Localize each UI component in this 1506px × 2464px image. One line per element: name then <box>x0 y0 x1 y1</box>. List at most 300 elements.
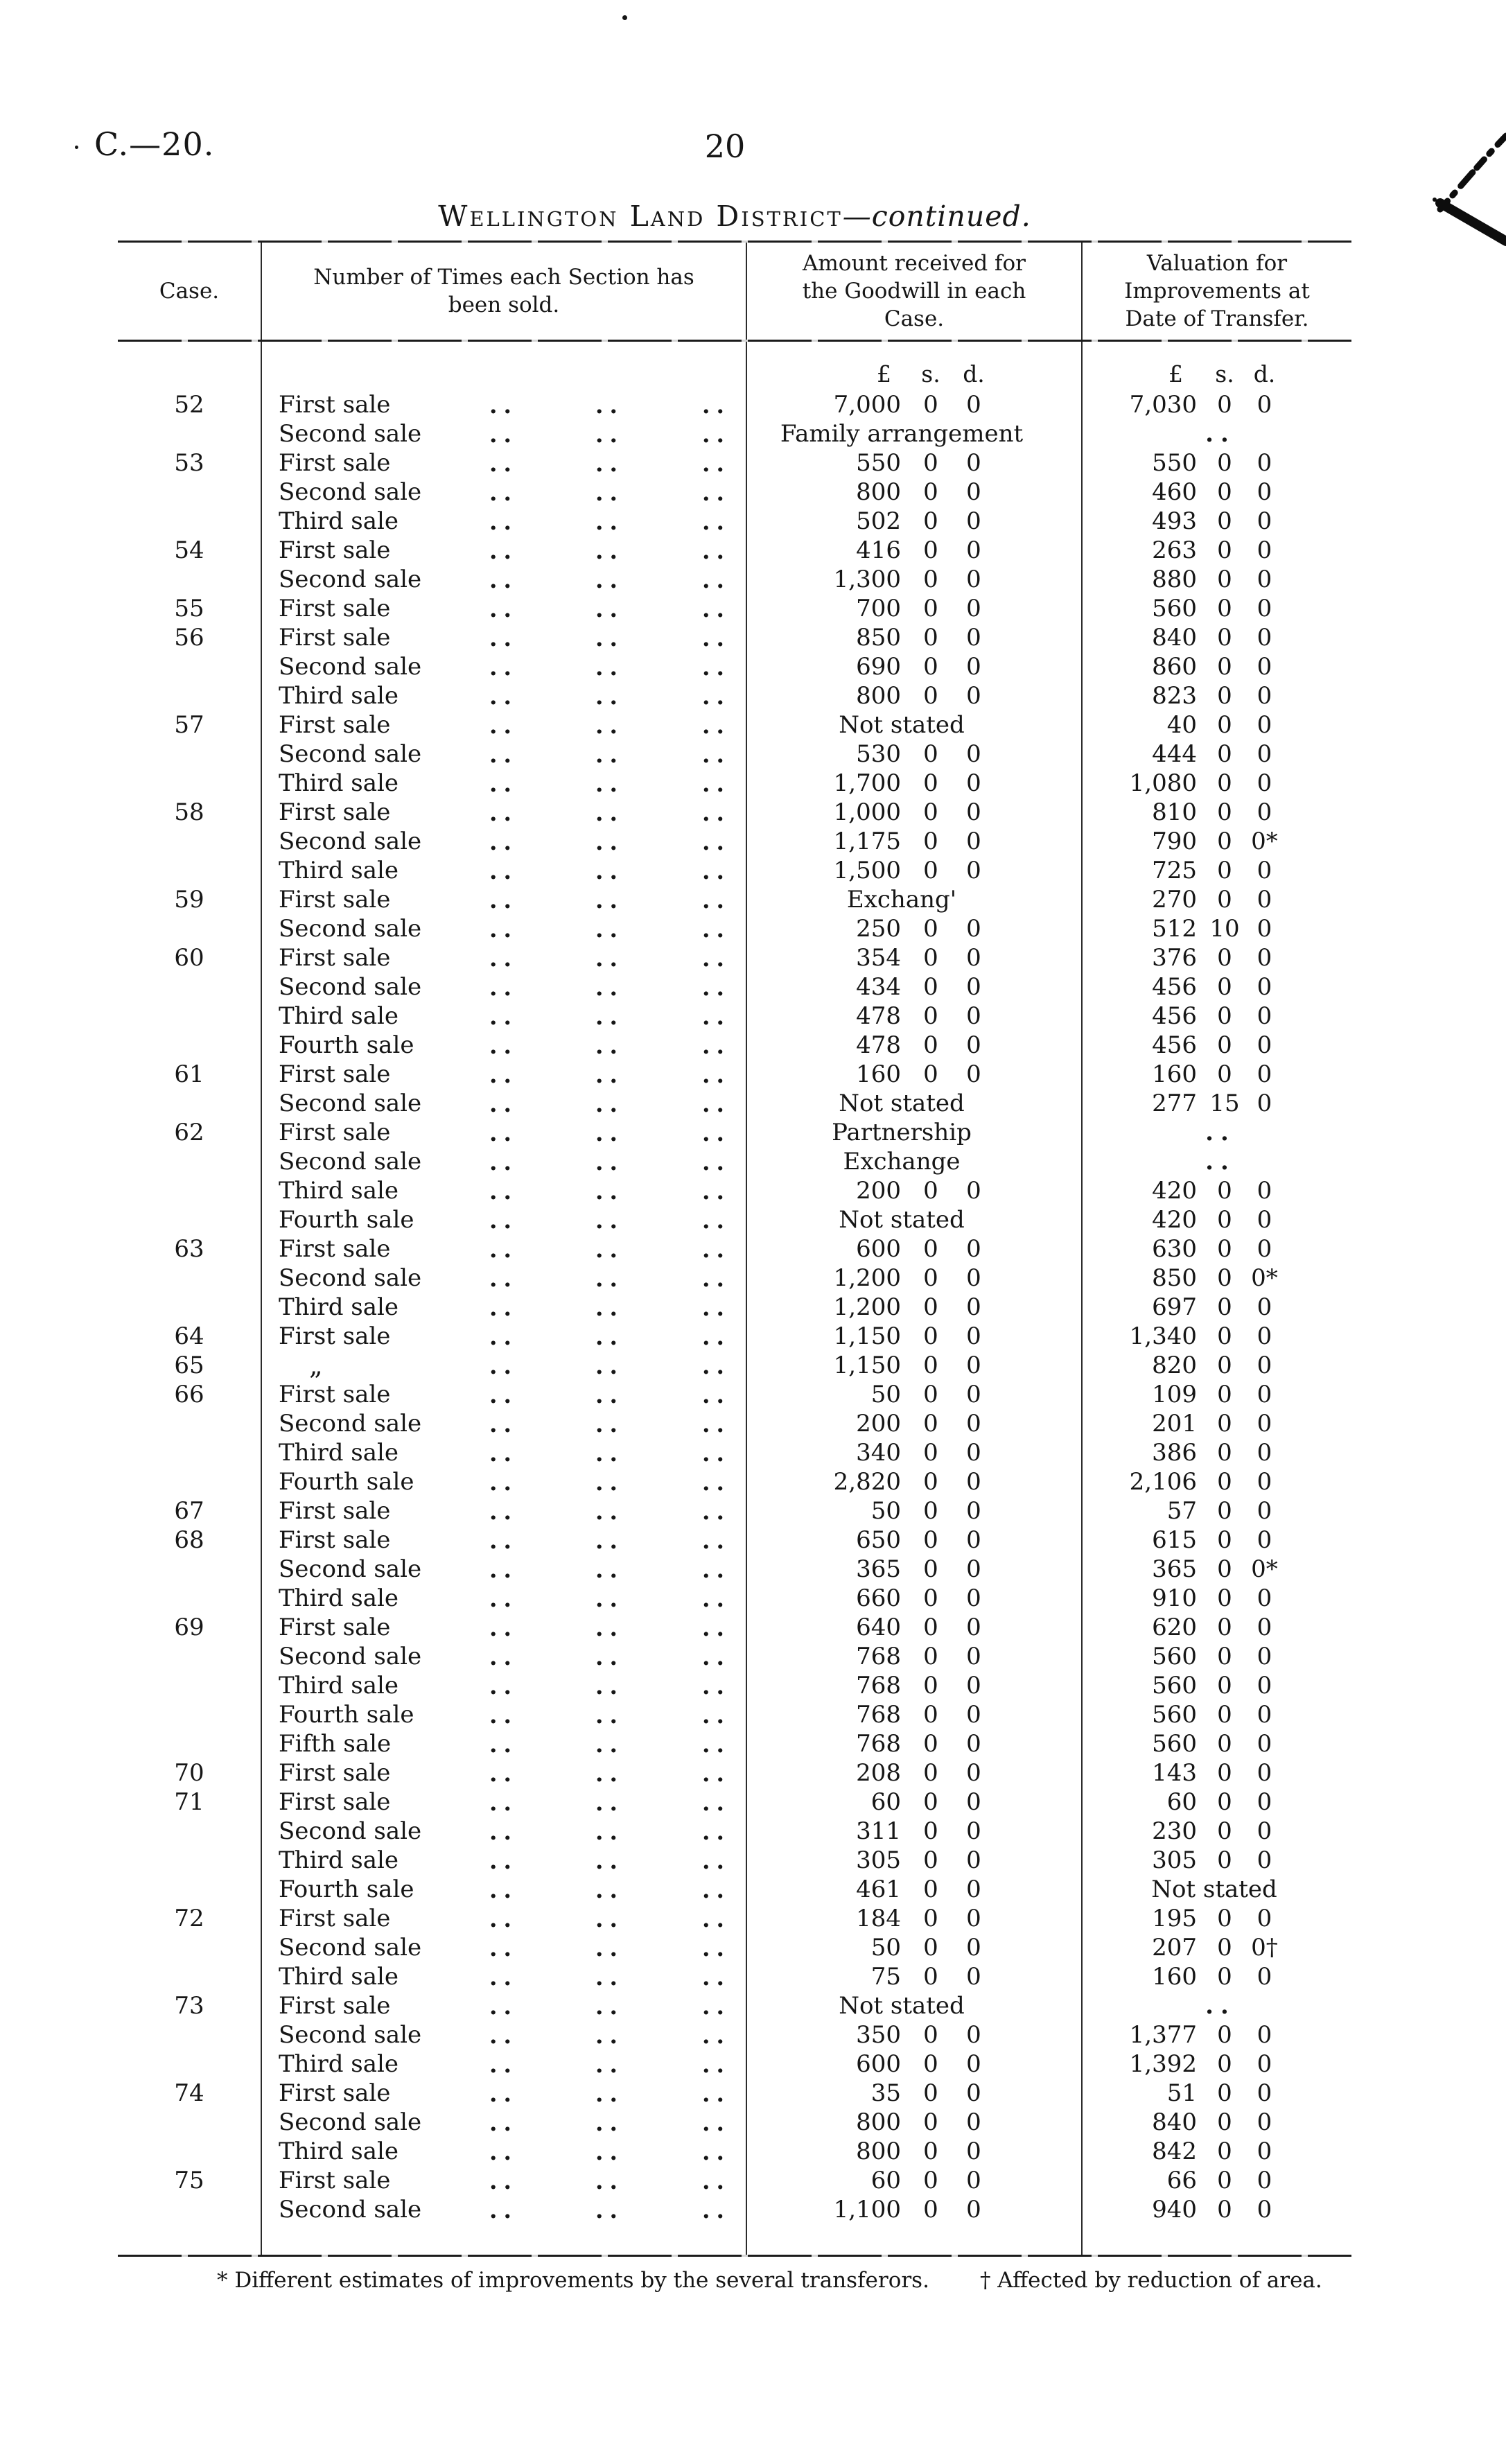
pounds-value: 842 <box>1152 2138 1197 2165</box>
pounds-value: 270 <box>1152 886 1197 914</box>
dot-leader: .. <box>595 1410 624 1438</box>
sale-label: Second sale <box>279 1090 422 1117</box>
shillings-value: 0 <box>1217 624 1232 652</box>
pence-value: 0 <box>1257 769 1272 797</box>
dot-leader: .. <box>702 1672 730 1700</box>
shillings-value: 0 <box>923 1730 938 1758</box>
pounds-value: 1,377 <box>1129 2021 1197 2049</box>
dot-leader: .. <box>595 1264 624 1292</box>
sale-cell <box>261 1729 746 1758</box>
table-row <box>118 1176 1351 1205</box>
pounds-value: 660 <box>856 1584 901 1612</box>
pounds-value: 560 <box>1152 1701 1197 1729</box>
valuation-cell <box>1081 419 1351 448</box>
pence-value: 0 <box>1257 798 1272 826</box>
shillings-value: 0 <box>923 2138 938 2165</box>
shillings-value: 0 <box>923 944 938 972</box>
pounds-value: 1,080 <box>1129 769 1197 797</box>
shillings-value: 0 <box>923 1963 938 1991</box>
valuation-cell <box>1081 507 1351 536</box>
shillings-value: 0 <box>1217 1788 1232 1816</box>
dot-leader: .. <box>489 449 518 477</box>
amount-cell <box>746 1613 1081 1642</box>
dot-leader: .. <box>595 1293 624 1321</box>
dot-leader: .. <box>489 1410 518 1438</box>
dot-leader: .. <box>595 2138 624 2165</box>
currency-header-row <box>118 342 1351 390</box>
dot-leader: .. <box>595 711 624 739</box>
pence-value: 0 <box>1257 1468 1272 1496</box>
table-row <box>118 1031 1351 1060</box>
pence-value: 0 <box>1257 507 1272 535</box>
sale-cell <box>261 1293 746 1322</box>
dot-leader: .. <box>489 1031 518 1059</box>
dot-leader: .. <box>489 857 518 884</box>
table-row <box>118 623 1351 652</box>
dot-leader: .. <box>702 1555 730 1583</box>
valuation-cell <box>1081 1758 1351 1788</box>
pence-value: 0 <box>966 2196 981 2223</box>
shillings-value: 0 <box>923 1031 938 1059</box>
valuation-cell <box>1081 1031 1351 1060</box>
dot-leader: .. <box>489 1788 518 1816</box>
dot-leader: .. <box>489 2108 518 2136</box>
sale-cell <box>261 1060 746 1089</box>
pence-value: 0 <box>1257 1846 1272 1874</box>
pence-value: 0 <box>966 1876 981 1903</box>
amount-cell <box>746 2050 1081 2079</box>
amount-cell <box>746 1467 1081 1496</box>
pounds-value: 305 <box>1152 1846 1197 1874</box>
text-entry: Not stated <box>839 711 965 739</box>
dot-leader: .. <box>702 478 730 506</box>
amount-cell <box>746 1438 1081 1467</box>
sale-label: Third sale <box>279 2050 399 2078</box>
pence-value: 0 <box>1257 1788 1272 1816</box>
dot-leader: .. <box>489 1322 518 1350</box>
shillings-value: 0 <box>1217 1555 1232 1583</box>
sale-cell <box>261 1322 746 1351</box>
table-row <box>118 1526 1351 1555</box>
handwritten-pen-mark <box>1400 111 1506 270</box>
dot-leader: .. <box>595 1934 624 1961</box>
case-number: 53 <box>174 449 204 477</box>
land-district-table <box>118 241 1351 2257</box>
dot-leader: .. <box>595 1584 624 1612</box>
sale-label: First sale <box>279 1322 391 1350</box>
table-row <box>118 1293 1351 1322</box>
amount-cell <box>746 885 1081 914</box>
amount-cell <box>746 1788 1081 1817</box>
pence-value: 0 <box>966 1235 981 1263</box>
pounds-value: 478 <box>856 1002 901 1030</box>
pounds-value: 456 <box>1152 1002 1197 1030</box>
table-row <box>118 1584 1351 1613</box>
sale-cell <box>261 1788 746 1817</box>
amount-cell <box>746 710 1081 740</box>
shillings-value: 0 <box>1217 1177 1232 1205</box>
dot-leader: .. <box>489 2167 518 2194</box>
pence-value: 0 <box>1257 2196 1272 2223</box>
pence-value: 0 <box>966 1497 981 1525</box>
dot-leader: .. <box>489 536 518 564</box>
dot-leader: .. <box>702 944 730 972</box>
dot-leader: .. <box>702 1905 730 1932</box>
pounds-value: 434 <box>856 973 901 1001</box>
case-number <box>118 507 261 536</box>
table-row <box>118 1700 1351 1729</box>
dot-leader: .. <box>702 1177 730 1205</box>
amount-cell <box>746 943 1081 972</box>
sale-label: First sale <box>279 1235 391 1263</box>
sale-label: Second sale <box>279 1934 422 1961</box>
shillings-value: 0 <box>923 857 938 884</box>
shillings-value: 0 <box>1217 653 1232 681</box>
table-row <box>118 2079 1351 2108</box>
dot-leader: .. <box>489 420 518 448</box>
amount-cell <box>746 1031 1081 1060</box>
pounds-value: 208 <box>856 1759 901 1787</box>
page-number: 20 <box>704 128 746 165</box>
shillings-value: 0 <box>1217 1730 1232 1758</box>
amount-cell <box>746 1496 1081 1526</box>
pounds-value: 600 <box>856 1235 901 1263</box>
case-number: 67 <box>174 1497 204 1525</box>
sale-label: Third sale <box>279 1177 399 1205</box>
valuation-cell <box>1081 1817 1351 1846</box>
text-entry: Not stated <box>839 1992 965 2020</box>
dot-leader: .. <box>702 1643 730 1670</box>
shillings-value: 0 <box>923 1352 938 1379</box>
dot-leader: .. <box>489 1876 518 1903</box>
dot-leader: .. <box>702 1759 730 1787</box>
case-number <box>118 2195 261 2224</box>
table-row <box>118 1322 1351 1351</box>
dot-leader: .. <box>702 1730 730 1758</box>
pence-value: 0 <box>1257 1526 1272 1554</box>
dot-leader: .. <box>702 420 730 448</box>
shillings-value: 0 <box>1217 1905 1232 1932</box>
dot-leader: .. <box>489 769 518 797</box>
dot-leader: .. <box>595 2050 624 2078</box>
shillings-value: 0 <box>1217 682 1232 710</box>
shillings-value: 0 <box>1217 595 1232 622</box>
pence-value: 0 <box>1257 2050 1272 2078</box>
pence-value: 0 <box>966 507 981 535</box>
ink-speck <box>622 15 627 20</box>
pence-value: 0 <box>1257 2079 1272 2107</box>
pounds-value: 60 <box>870 2167 901 2194</box>
amount-cell <box>746 1758 1081 1788</box>
amount-cell <box>746 1526 1081 1555</box>
pence-value: 0 <box>1257 1410 1272 1438</box>
pence-value: 0 <box>966 1439 981 1467</box>
sale-cell <box>261 1555 746 1584</box>
dot-leader: .. <box>489 1905 518 1932</box>
valuation-cell <box>1081 1904 1351 1933</box>
shillings-value: 0 <box>923 1643 938 1670</box>
pence-value: 0 <box>966 944 981 972</box>
pounds-value: 143 <box>1152 1759 1197 1787</box>
shillings-value: 0 <box>923 1264 938 1292</box>
sale-label: First sale <box>279 1119 391 1146</box>
pounds-value: 386 <box>1152 1439 1197 1467</box>
case-number <box>118 827 261 856</box>
dot-leader: .. <box>595 566 624 593</box>
dot-leader: .. <box>702 2021 730 2049</box>
case-number <box>118 972 261 1002</box>
pounds-value: 2,106 <box>1129 1468 1197 1496</box>
shillings-value: 0 <box>1217 1526 1232 1554</box>
table-row <box>118 1264 1351 1293</box>
pounds-value: 50 <box>870 1934 901 1961</box>
sale-cell <box>261 1438 746 1467</box>
dot-leader: .. <box>595 449 624 477</box>
valuation-cell <box>1081 536 1351 565</box>
dot-leader: .. <box>489 1090 518 1117</box>
shillings-value: 0 <box>923 478 938 506</box>
valuation-cell <box>1081 740 1351 769</box>
pounds-value: 461 <box>856 1876 901 1903</box>
amount-cell <box>746 419 1081 448</box>
dot-leader: .. <box>489 1177 518 1205</box>
sale-label: First sale <box>279 711 391 739</box>
dot-leader: .. <box>702 1876 730 1903</box>
sale-cell <box>261 1409 746 1438</box>
pence-value: 0 <box>1257 1672 1272 1700</box>
pence-value: 0 <box>966 391 981 419</box>
text-entry: Exchange <box>843 1148 961 1176</box>
title-continued: —continued. <box>842 200 1031 233</box>
table-row <box>118 2195 1351 2224</box>
pounds-value: 725 <box>1152 857 1197 884</box>
shillings-value: 0 <box>1217 1846 1232 1874</box>
pence-value: 0 <box>1257 2021 1272 2049</box>
sale-cell <box>261 1118 746 1147</box>
pence-value: 0 <box>1257 1817 1272 1845</box>
sale-cell <box>261 1991 746 2020</box>
pence-value: 0 <box>1257 1177 1272 1205</box>
case-number <box>118 1409 261 1438</box>
case-number: 69 <box>174 1614 204 1641</box>
pence-value: 0 <box>966 1730 981 1758</box>
dot-leader: .. <box>489 1672 518 1700</box>
valuation-cell <box>1081 1118 1351 1147</box>
case-number <box>118 1875 261 1904</box>
valuation-cell <box>1081 710 1351 740</box>
pounds-value: 354 <box>856 944 901 972</box>
amount-pence-symbol: d. <box>963 360 985 387</box>
pounds-value: 184 <box>856 1905 901 1932</box>
dot-leader: .. <box>702 449 730 477</box>
pence-value: 0 <box>966 1352 981 1379</box>
sale-cell <box>261 827 746 856</box>
sale-cell <box>261 1351 746 1380</box>
valuation-cell <box>1081 1584 1351 1613</box>
dot-leader: .. <box>595 536 624 564</box>
pounds-value: 376 <box>1152 944 1197 972</box>
sale-label: Second sale <box>279 2196 422 2223</box>
pounds-value: 1,392 <box>1129 2050 1197 2078</box>
pounds-value: 200 <box>856 1177 901 1205</box>
pounds-value: 800 <box>856 2138 901 2165</box>
valuation-cell <box>1081 594 1351 623</box>
case-number <box>118 1555 261 1584</box>
case-number: 52 <box>174 391 204 419</box>
sale-label: Second sale <box>279 973 422 1001</box>
pence-value: 0 <box>1257 1090 1272 1117</box>
table-row <box>118 2137 1351 2166</box>
sale-cell <box>261 1817 746 1846</box>
pence-value: 0 <box>966 798 981 826</box>
table-row <box>118 1409 1351 1438</box>
dot-leader: .. <box>489 798 518 826</box>
pence-value: 0 <box>966 1672 981 1700</box>
pounds-value: 560 <box>1152 595 1197 622</box>
table-row <box>118 798 1351 827</box>
pounds-value: 57 <box>1166 1497 1197 1525</box>
dot-leader: .. <box>489 1759 518 1787</box>
ink-speck <box>75 146 78 149</box>
pounds-value: 416 <box>856 536 901 564</box>
dot-leader: .. <box>702 536 730 564</box>
pounds-value: 1,175 <box>833 828 901 855</box>
case-number <box>118 1089 261 1118</box>
table-row <box>118 681 1351 710</box>
case-number: 65 <box>174 1352 204 1379</box>
dot-leader: .. <box>489 740 518 768</box>
dot-leader: .. <box>489 1264 518 1292</box>
case-number <box>118 565 261 594</box>
case-number <box>118 1584 261 1613</box>
amount-cell <box>746 565 1081 594</box>
amount-cell <box>746 1817 1081 1846</box>
dot-leader: .. <box>702 1322 730 1350</box>
pounds-value: 512 <box>1152 915 1197 943</box>
table-row <box>118 1438 1351 1467</box>
sale-cell <box>261 1613 746 1642</box>
shillings-value: 0 <box>923 1614 938 1641</box>
dot-leader: .. <box>595 1992 624 2020</box>
valuation-cell <box>1081 1991 1351 2020</box>
shillings-value: 0 <box>923 2050 938 2078</box>
amount-cell <box>746 1002 1081 1031</box>
dot-leader: .. <box>595 1905 624 1932</box>
valuation-cell <box>1081 856 1351 885</box>
valuation-cell <box>1081 2108 1351 2137</box>
pounds-value: 50 <box>870 1381 901 1408</box>
valuation-cell <box>1081 1526 1351 1555</box>
table-bottom-spacer <box>118 2224 1351 2255</box>
case-number: 64 <box>174 1322 204 1350</box>
dot-leader: .. <box>489 1293 518 1321</box>
pounds-value: 768 <box>856 1701 901 1729</box>
shillings-value: 0 <box>1217 1439 1232 1467</box>
valuation-cell <box>1081 1933 1351 1962</box>
pounds-value: 7,030 <box>1129 391 1197 419</box>
shillings-value: 0 <box>1217 536 1232 564</box>
shillings-value: 0 <box>923 2021 938 2049</box>
pence-value: 0 <box>1257 595 1272 622</box>
pence-value: 0 <box>966 2108 981 2136</box>
sale-label: First sale <box>279 2079 391 2107</box>
valuation-cell <box>1081 1234 1351 1264</box>
pence-value: 0 <box>1257 915 1272 943</box>
pence-value: 0 <box>1257 944 1272 972</box>
pounds-value: 195 <box>1152 1905 1197 1932</box>
amount-cell <box>746 2195 1081 2224</box>
table-row <box>118 565 1351 594</box>
shillings-value: 0 <box>923 624 938 652</box>
page-title <box>118 200 1351 233</box>
shillings-value: 0 <box>1217 478 1232 506</box>
ditto-dots: .. <box>1205 1119 1236 1146</box>
shillings-value: 0 <box>923 653 938 681</box>
pounds-value: 201 <box>1152 1410 1197 1438</box>
pence-value: 0* <box>1251 1264 1278 1292</box>
shillings-value: 0 <box>923 1526 938 1554</box>
pounds-value: 478 <box>856 1031 901 1059</box>
shillings-value: 0 <box>923 1235 938 1263</box>
sale-cell <box>261 1642 746 1671</box>
sale-cell <box>261 1147 746 1176</box>
table-row <box>118 856 1351 885</box>
dot-leader: .. <box>595 1817 624 1845</box>
amount-cell <box>746 1846 1081 1875</box>
shillings-value: 0 <box>923 595 938 622</box>
pence-value: 0 <box>1257 1759 1272 1787</box>
dot-leader: .. <box>595 1090 624 1117</box>
sale-cell <box>261 885 746 914</box>
dot-leader: .. <box>489 566 518 593</box>
shillings-value: 0 <box>1217 1963 1232 1991</box>
case-number <box>118 681 261 710</box>
shillings-value: 0 <box>1217 1468 1232 1496</box>
sale-label: Second sale <box>279 566 422 593</box>
table-row <box>118 769 1351 798</box>
case-number: 72 <box>174 1905 204 1932</box>
dot-leader: .. <box>702 1817 730 1845</box>
pence-value: 0 <box>1257 2108 1272 2136</box>
pence-value: 0 <box>1257 973 1272 1001</box>
sale-cell <box>261 623 746 652</box>
sale-cell <box>261 856 746 885</box>
valuation-cell <box>1081 885 1351 914</box>
case-number <box>118 2137 261 2166</box>
sale-cell <box>261 1234 746 1264</box>
pence-value: 0 <box>1257 1206 1272 1234</box>
dot-leader: .. <box>489 711 518 739</box>
shillings-value: 0 <box>923 1497 938 1525</box>
pounds-value: 650 <box>856 1526 901 1554</box>
table-row <box>118 1147 1351 1176</box>
sale-label: First sale <box>279 1060 391 1088</box>
pounds-value: 630 <box>1152 1235 1197 1263</box>
pounds-value: 350 <box>856 2021 901 2049</box>
sale-cell <box>261 1700 746 1729</box>
amount-cell <box>746 594 1081 623</box>
pence-value: 0 <box>1257 624 1272 652</box>
pence-value: 0 <box>966 769 981 797</box>
dot-leader: .. <box>702 1701 730 1729</box>
pence-value: 0 <box>966 1788 981 1816</box>
dot-leader: .. <box>702 566 730 593</box>
sale-cell <box>261 1526 746 1555</box>
valuation-cell <box>1081 1380 1351 1409</box>
dot-leader: .. <box>489 1846 518 1874</box>
dot-leader: .. <box>595 1439 624 1467</box>
sale-cell <box>261 1031 746 1060</box>
